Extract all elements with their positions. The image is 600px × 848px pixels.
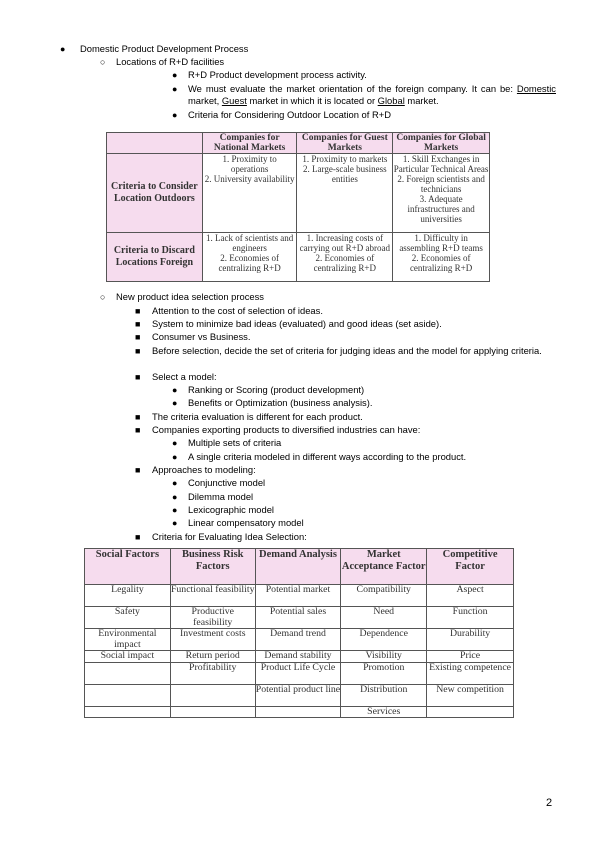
circle-bullet-icon: ○ bbox=[100, 292, 106, 302]
list-item: Companies exporting products to diversified industries can have: bbox=[152, 424, 421, 435]
domestic-link-text: Domestic bbox=[516, 83, 556, 94]
t1-cell: 1. Lack of scientists and engineers 2. Economies of centralizing R+D bbox=[202, 233, 297, 282]
t2-cell: Legality bbox=[85, 585, 171, 607]
t2-header-business-risk: Business Risk Factors bbox=[170, 549, 255, 585]
t2-header-competitive: Competitive Factor bbox=[427, 549, 514, 585]
section2-title: New product idea selection process bbox=[116, 291, 264, 302]
t2-cell: Potential sales bbox=[255, 607, 341, 629]
disc-bullet-icon: ● bbox=[172, 398, 178, 408]
list-item: Benefits or Optimization (business analysis). bbox=[188, 397, 373, 408]
t1-header-national: Companies for National Markets bbox=[202, 133, 297, 154]
disc-bullet-icon: ● bbox=[172, 452, 178, 462]
t2-cell: Potential product line bbox=[255, 684, 341, 706]
outline-l2: Locations of R+D facilities bbox=[116, 56, 225, 67]
table-row bbox=[85, 684, 514, 706]
t2-cell: Durability bbox=[427, 629, 514, 651]
outline-l1: Domestic Product Development Process bbox=[80, 43, 249, 54]
square-bullet-icon: ■ bbox=[135, 332, 141, 342]
t2-cell: Return period bbox=[170, 651, 255, 663]
global-text: Global bbox=[377, 95, 405, 106]
t2-cell bbox=[255, 706, 341, 718]
location-criteria-table bbox=[106, 132, 490, 282]
t2-cell: Profitability bbox=[170, 662, 255, 684]
t2-cell: Need bbox=[341, 607, 427, 629]
list-item: A single criteria modeled in different ways according to the product. bbox=[188, 451, 467, 462]
table-row bbox=[85, 607, 514, 629]
t2-cell bbox=[170, 684, 255, 706]
disc-bullet-icon: ● bbox=[172, 505, 178, 515]
t2-cell: Distribution bbox=[341, 684, 427, 706]
t2-cell: Environmental impact bbox=[85, 629, 171, 651]
table-row bbox=[85, 629, 514, 651]
disc-bullet-icon: ● bbox=[172, 84, 178, 94]
t2-cell: Compatibility bbox=[341, 585, 427, 607]
t1-row-label: Criteria to Discard Locations Foreign bbox=[107, 233, 203, 282]
idea-selection-criteria-table bbox=[84, 548, 514, 718]
list-item: Multiple sets of criteria bbox=[188, 437, 282, 448]
t2-cell: Functional feasibility bbox=[170, 585, 255, 607]
square-bullet-icon: ■ bbox=[135, 319, 141, 329]
square-bullet-icon: ■ bbox=[135, 465, 141, 475]
list-item: Before selection, decide the set of criteria for judging ideas and the model for applying criteria. bbox=[152, 345, 542, 356]
disc-bullet-icon: ● bbox=[172, 385, 178, 395]
guest-text: Guest bbox=[221, 95, 247, 106]
table-row bbox=[85, 662, 514, 684]
t2-cell: Investment costs bbox=[170, 629, 255, 651]
disc-bullet-icon: ● bbox=[172, 478, 178, 488]
disc-bullet-icon: ● bbox=[172, 70, 178, 80]
t1-header-empty bbox=[107, 133, 203, 154]
list-item: System to minimize bad ideas (evaluated) and good ideas (set aside). bbox=[152, 318, 442, 329]
list-item: Ranking or Scoring (product development) bbox=[188, 384, 365, 395]
t2-cell: New competition bbox=[427, 684, 514, 706]
t2-cell: Services bbox=[341, 706, 427, 718]
t1-row-label: Criteria to Consider Location Outdoors bbox=[107, 154, 203, 233]
t2-cell: Safety bbox=[85, 607, 171, 629]
list-item: Approaches to modeling: bbox=[152, 464, 256, 475]
circle-bullet-icon: ○ bbox=[100, 57, 106, 67]
t1-header-guest: Companies for Guest Markets bbox=[297, 133, 393, 154]
list-item: Linear compensatory model bbox=[188, 517, 304, 528]
square-bullet-icon: ■ bbox=[135, 532, 141, 542]
square-bullet-icon: ■ bbox=[135, 372, 141, 382]
t1-cell: 1. Increasing costs of carrying out R+D abroad 2. Economies of centralizing R+D bbox=[297, 233, 393, 282]
t2-cell bbox=[85, 684, 171, 706]
disc-bullet-icon: ● bbox=[172, 518, 178, 528]
t2-cell bbox=[170, 706, 255, 718]
t1-header-global: Companies for Global Markets bbox=[393, 133, 490, 154]
t1-cell: 1. Difficulty in assembling R+D teams 2. Economies of centralizing R+D bbox=[393, 233, 490, 282]
square-bullet-icon: ■ bbox=[135, 425, 141, 435]
t2-cell: Demand trend bbox=[255, 629, 341, 651]
t2-cell: Dependence bbox=[341, 629, 427, 651]
table-row bbox=[85, 706, 514, 718]
t2-cell: Visibility bbox=[341, 651, 427, 663]
disc-bullet-icon: ● bbox=[172, 438, 178, 448]
list-item: The criteria evaluation is different for each product. bbox=[152, 411, 363, 422]
t2-header-market-acceptance: Market Acceptance Factor bbox=[341, 549, 427, 585]
t2-header-demand: Demand Analysis bbox=[255, 549, 341, 585]
t2-cell: Function bbox=[427, 607, 514, 629]
outline-l3c: Criteria for Considering Outdoor Location of R+D bbox=[188, 109, 391, 120]
t2-cell: Existing competence bbox=[427, 662, 514, 684]
list-item: Consumer vs Business. bbox=[152, 331, 251, 342]
t2-cell: Product Life Cycle bbox=[255, 662, 341, 684]
square-bullet-icon: ■ bbox=[135, 412, 141, 422]
t2-cell: Demand stability bbox=[255, 651, 341, 663]
page-number: 2 bbox=[546, 797, 553, 809]
disc-bullet-icon: ● bbox=[60, 44, 66, 54]
square-bullet-icon: ■ bbox=[135, 306, 141, 316]
square-bullet-icon: ■ bbox=[135, 346, 141, 356]
disc-bullet-icon: ● bbox=[172, 492, 178, 502]
t2-cell bbox=[85, 662, 171, 684]
table-row bbox=[85, 585, 514, 607]
t2-cell: Social impact bbox=[85, 651, 171, 663]
outline-l3b: We must evaluate the market orientation of the foreign company. It can be: Domestic market, Guest market in which it is located or Global market. bbox=[188, 83, 556, 106]
t2-header-social: Social Factors bbox=[85, 549, 171, 585]
t2-cell: Productive feasibility bbox=[170, 607, 255, 629]
outline-l3a: R+D Product development process activity. bbox=[188, 69, 367, 80]
list-item: Lexicographic model bbox=[188, 504, 274, 515]
t2-cell bbox=[427, 706, 514, 718]
list-item: Criteria for Evaluating Idea Selection: bbox=[152, 531, 307, 542]
disc-bullet-icon: ● bbox=[172, 110, 178, 120]
t1-cell: 1. Proximity to markets 2. Large-scale business entities bbox=[297, 154, 393, 233]
t2-cell: Potential market bbox=[255, 585, 341, 607]
t2-cell: Promotion bbox=[341, 662, 427, 684]
t2-cell: Price bbox=[427, 651, 514, 663]
t2-cell: Aspect bbox=[427, 585, 514, 607]
list-item: Dilemma model bbox=[188, 491, 254, 502]
list-item: Conjunctive model bbox=[188, 477, 266, 488]
t1-cell: 1. Proximity to operations 2. University availability bbox=[202, 154, 297, 233]
t2-cell bbox=[85, 706, 171, 718]
list-item: Select a model: bbox=[152, 371, 217, 382]
table-row bbox=[85, 651, 514, 663]
list-item: Attention to the cost of selection of ideas. bbox=[152, 305, 323, 316]
t1-cell: 1. Skill Exchanges in Particular Technical Areas 2. Foreign scientists and technicians 3. Adequate infrastructures and universities bbox=[393, 154, 490, 233]
